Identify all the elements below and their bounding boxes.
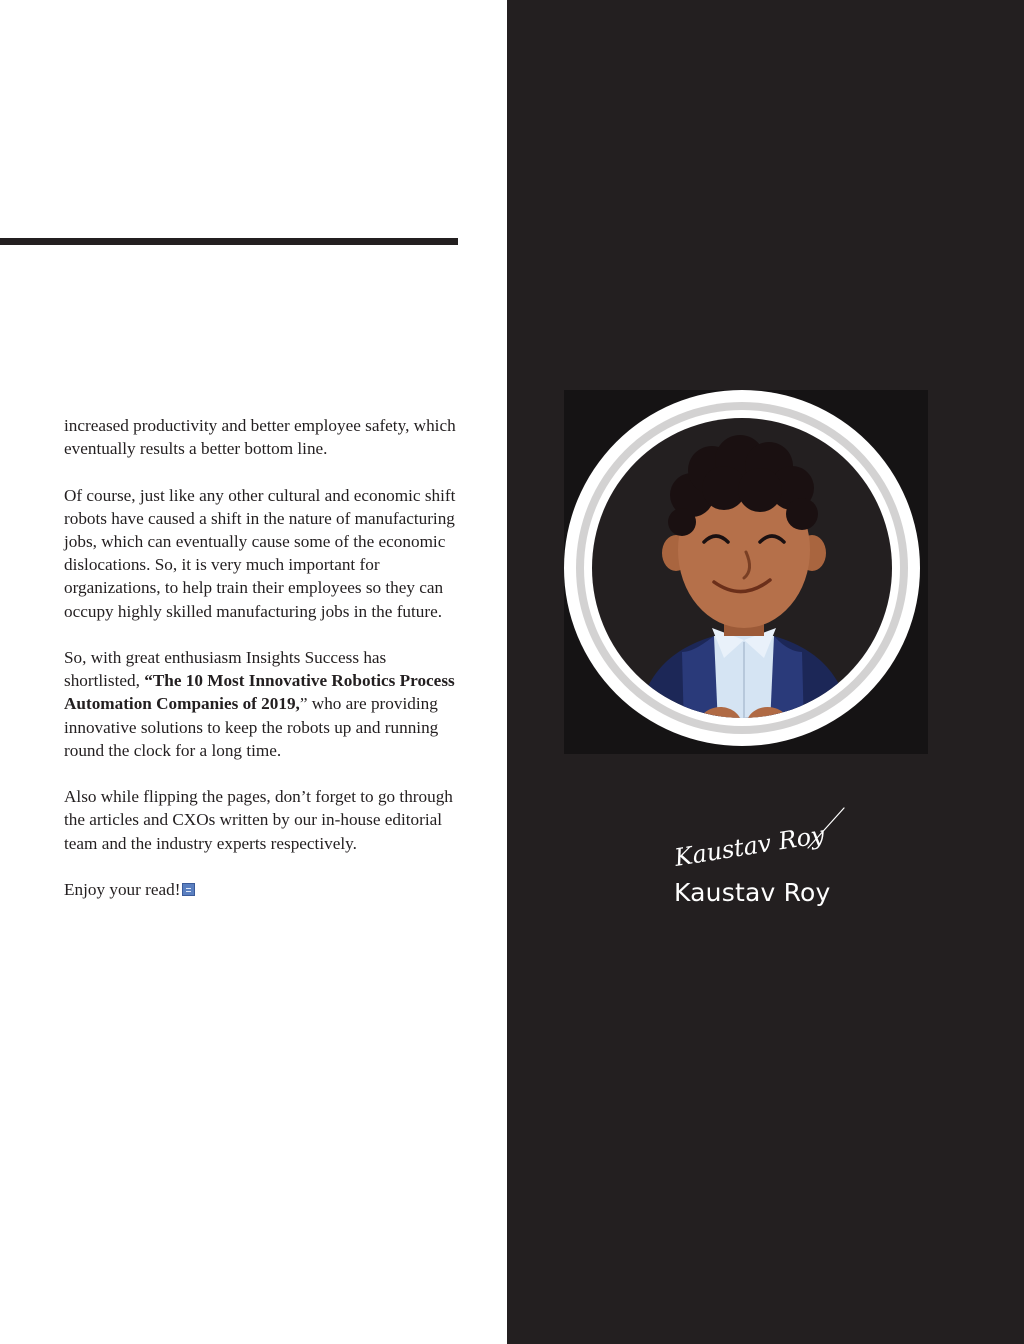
closing-line: Enjoy your read! [64, 880, 181, 899]
section-divider-rule [0, 238, 458, 245]
paragraph-3-start: So, with great enthusiasm Insights Success has shortlisted, [64, 648, 387, 691]
paragraph-4: Also while flipping the pages, don’t forget to go through the articles and CXOs written by our in-house editorial team and the industry experts respectively. [64, 787, 453, 853]
author-signature [668, 800, 858, 880]
signature-text: Kaustav Roy [672, 820, 827, 872]
paragraph-3 [64, 646, 464, 762]
paragraph-2: Of course, just like any other cultural and economic shift robots have caused a shift in the nature of manufacturing jobs, which can eventually cause some of the economic dislocations. So, it is very much important for organizations, to help train their employees so they can occupy highly skilled manufacturing jobs in the future. [64, 485, 456, 621]
smiling-man-avatar-icon [564, 390, 928, 754]
highlighted-title: “The 10 Most Innovative Robotics Process Automation Companies of 2019, [64, 671, 455, 714]
editorial-body [64, 414, 464, 924]
author-name: Kaustav Roy [674, 878, 831, 907]
paragraph-1: increased productivity and better employee safety, which eventually results a better bottom line. [64, 416, 456, 459]
author-avatar-frame [564, 390, 928, 754]
end-of-article-icon [182, 883, 195, 896]
paragraph-3-end: ” who are providing innovative solutions to keep the robots up and running round the clock for a long time. [64, 694, 439, 760]
left-panel [0, 0, 507, 1344]
paragraph-5 [64, 878, 464, 901]
